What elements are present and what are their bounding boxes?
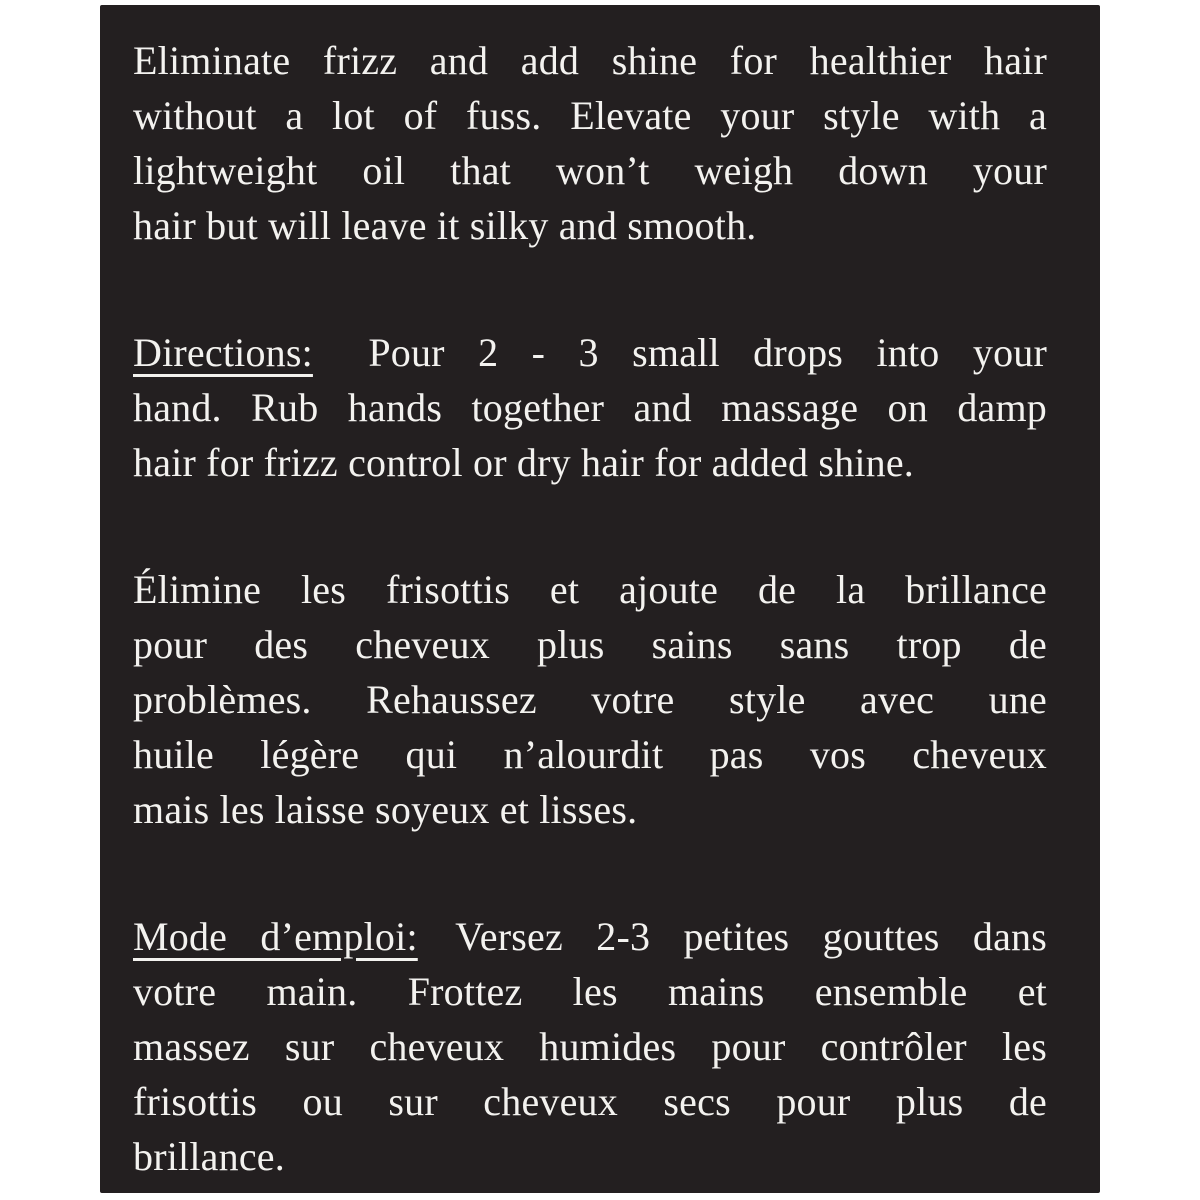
text-line <box>133 325 1047 380</box>
paragraph-english-description <box>133 33 1047 253</box>
paragraph-directions-french <box>133 909 1047 1184</box>
text-line: votre main. Frottez les mains ensemble et <box>133 969 1047 1014</box>
product-label-panel <box>100 5 1100 1193</box>
text-run: Versez 2-3 petites gouttes dans <box>422 914 1047 959</box>
paragraph-french-description <box>133 562 1047 837</box>
text-run: Pour 2 - 3 small drops into your <box>334 330 1047 375</box>
paragraph-directions-english <box>133 325 1047 490</box>
text-line: Élimine les frisottis et ajoute de la brillance <box>133 567 1047 612</box>
text-line: problèmes. Rehaussez votre style avec une <box>133 677 1047 722</box>
text-line <box>133 909 1047 964</box>
text-line: lightweight oil that won’t weigh down your <box>133 148 1047 193</box>
text-line: mais les laisse soyeux et lisses. <box>133 787 638 832</box>
text-line: brillance. <box>133 1134 285 1179</box>
text-line: massez sur cheveux humides pour contrôler les <box>133 1024 1047 1069</box>
text-line: pour des cheveux plus sains sans trop de <box>133 622 1047 667</box>
mode-demploi-heading: Mode d’emploi: <box>133 914 418 959</box>
text-line: huile légère qui n’alourdit pas vos cheveux <box>133 732 1047 777</box>
directions-heading: Directions: <box>133 330 313 375</box>
text-line: hair but will leave it silky and smooth. <box>133 203 757 248</box>
text-line: hair for frizz control or dry hair for added shine. <box>133 440 915 485</box>
text-line: frisottis ou sur cheveux secs pour plus de <box>133 1079 1047 1124</box>
text-line: hand. Rub hands together and massage on damp <box>133 385 1047 430</box>
text-line: without a lot of fuss. Elevate your style with a <box>133 93 1047 138</box>
text-line: Eliminate frizz and add shine for healthier hair <box>133 38 1047 83</box>
